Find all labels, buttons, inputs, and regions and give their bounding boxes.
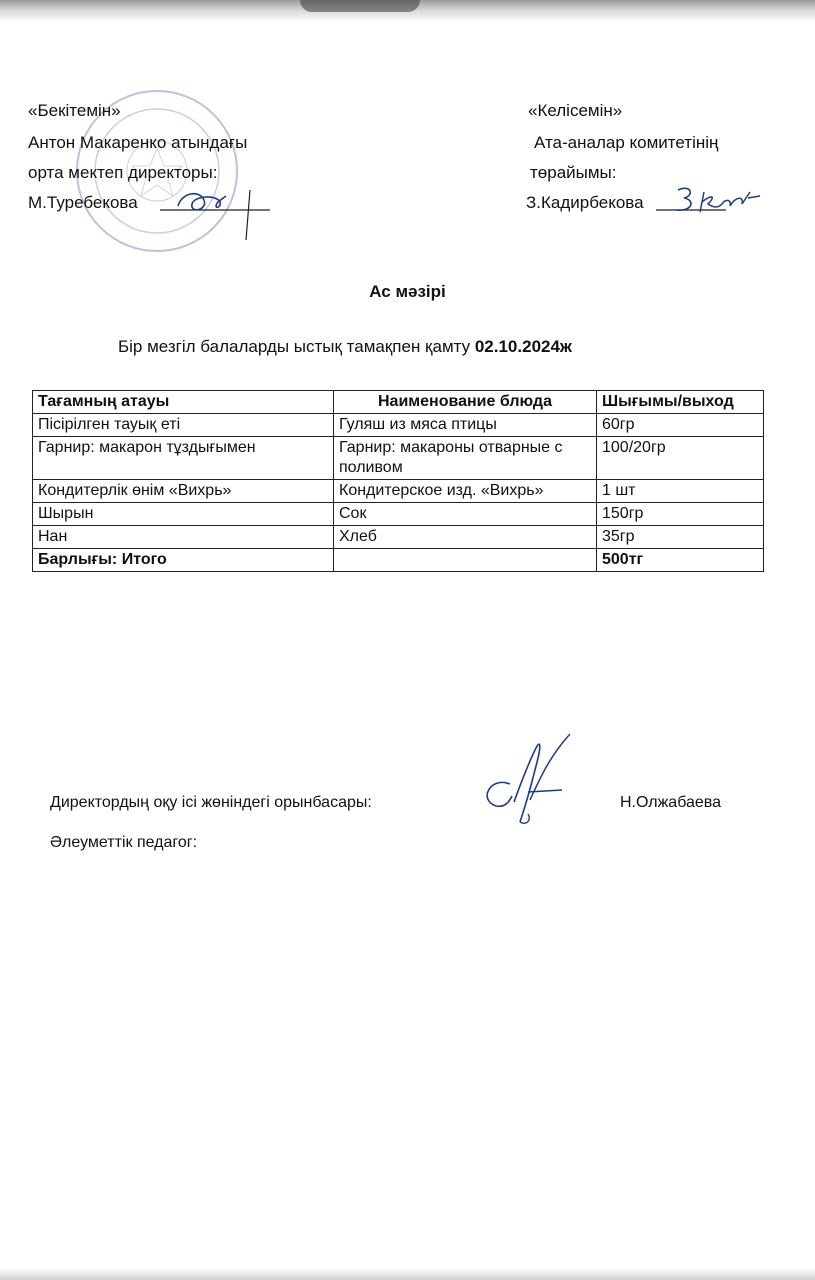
dish-kz: Пісірілген тауық еті (33, 414, 334, 437)
deputy-label: Директордың оқу ісі жөніндегі орынбасары: (50, 794, 372, 811)
approve-line1: Антон Макаренко атындағы (28, 133, 248, 152)
subtitle-text: Бір мезгіл балаларды ыстық тамақпен қамту (118, 337, 475, 356)
header-russian: Наименование блюда (334, 391, 597, 414)
total-empty (334, 549, 597, 572)
dish-ru: Хлеб (334, 526, 597, 549)
dish-output: 100/20гр (597, 437, 764, 480)
menu-date: 02.10.2024ж (474, 337, 572, 356)
approve-name: М.Туребекова (28, 193, 138, 212)
dish-output: 150гр (597, 503, 764, 526)
header-output: Шығымы/выход (597, 391, 764, 414)
agree-name: З.Кадирбекова (526, 193, 644, 212)
total-value: 500тг (597, 549, 764, 572)
menu-subtitle (118, 337, 572, 357)
agree-line1: Ата-аналар комитетінің (534, 133, 719, 152)
social-pedagogue-label: Әлеуметтік педагог: (50, 834, 198, 851)
table-row (33, 414, 764, 437)
table-header-row (33, 391, 764, 414)
director-signature-icon (160, 180, 280, 250)
deputy-signature-icon (470, 730, 590, 830)
dish-output: 60гр (597, 414, 764, 437)
dish-output: 35гр (597, 526, 764, 549)
table-row (33, 437, 764, 480)
dish-kz: Нан (33, 526, 334, 549)
total-label: Барлығы: Итого (33, 549, 334, 572)
table-row (33, 526, 764, 549)
dish-output: 1 шт (597, 480, 764, 503)
table-row (33, 503, 764, 526)
table-row (33, 480, 764, 503)
dish-ru: Гуляш из мяса птицы (334, 414, 597, 437)
page-title: Ас мәзірі (369, 282, 446, 301)
approve-line2: орта мектеп директоры: (28, 163, 218, 182)
scan-top-shadow (300, 0, 420, 12)
dish-ru: Кондитерское изд. «Вихрь» (334, 480, 597, 503)
agree-heading: «Келісемін» (528, 101, 623, 120)
agree-line2: төрайымы: (530, 163, 617, 182)
menu-table (32, 390, 764, 572)
dish-ru: Сок (334, 503, 597, 526)
approve-heading: «Бекітемін» (28, 101, 121, 120)
deputy-name: Н.Олжабаева (620, 794, 722, 811)
dish-kz: Шырын (33, 503, 334, 526)
committee-signature-icon (656, 182, 776, 232)
scan-bottom-edge (0, 1268, 815, 1280)
header-kazakh: Тағамның атауы (33, 391, 334, 414)
dish-kz: Гарнир: макарон тұздығымен (33, 437, 334, 480)
table-total-row (33, 549, 764, 572)
dish-ru: Гарнир: макароны отварные с поливом (334, 437, 597, 480)
dish-kz: Кондитерлік өнім «Вихрь» (33, 480, 334, 503)
